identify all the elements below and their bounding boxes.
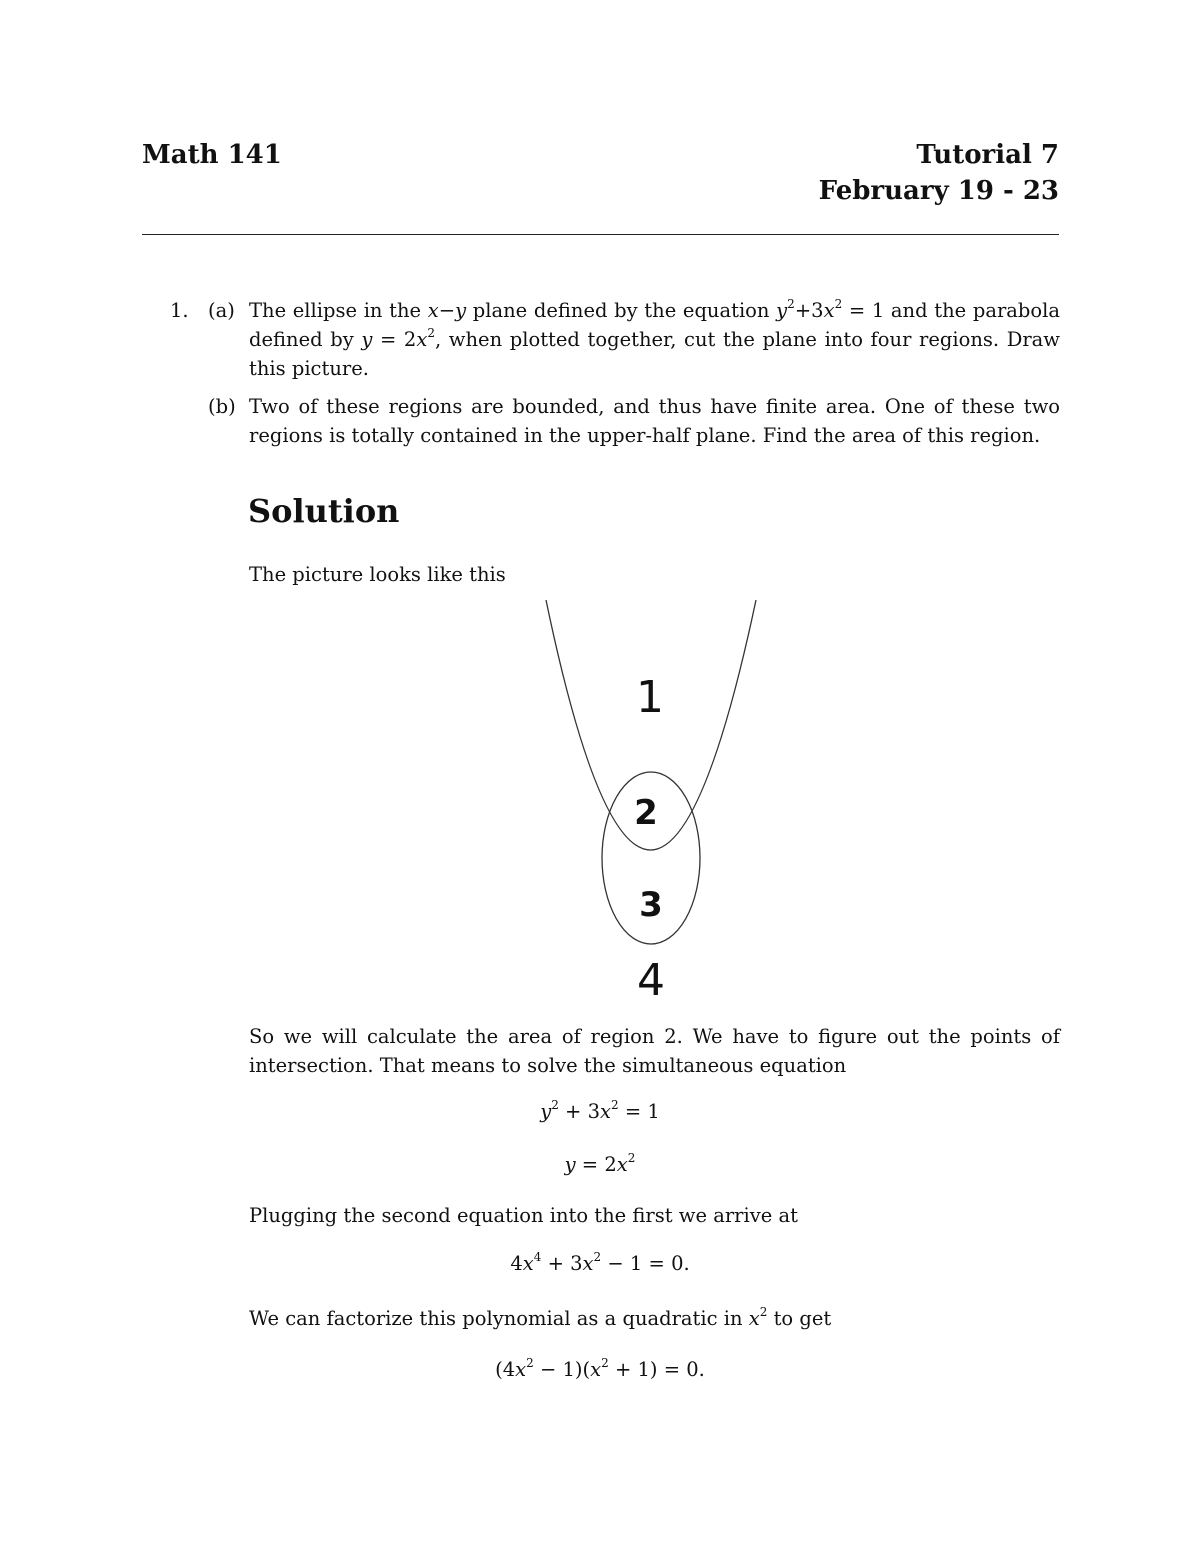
header-rule: [142, 234, 1059, 235]
para-3: We can factorize this polynomial as a quadratic in $x^2$ to get: [249, 1305, 832, 1330]
solution-heading: Solution: [248, 492, 400, 530]
regions-figure: [520, 595, 780, 1005]
solution-intro: The picture looks like this: [249, 563, 506, 586]
region-label-4: 4: [637, 955, 665, 1005]
part-a-line-2: defined by $y = 2x^2$, when plotted together, cut the plane into four regions. Draw: [249, 326, 1060, 351]
region-label-2: 2: [634, 793, 658, 833]
part-a-line-3: this picture.: [249, 357, 369, 380]
part-a-line-1: The ellipse in the x−y plane defined by the equation $y^2+3x^2 = 1$ and the parabola: [249, 297, 1060, 322]
tutorial-dates: February 19 - 23: [818, 176, 1059, 206]
para-2: Plugging the second equation into the first we arrive at: [249, 1204, 798, 1227]
problem-number: 1.: [170, 299, 189, 322]
equation-factored: $(4x^2 - 1)(x^2 + 1) = 0$.: [495, 1356, 705, 1381]
tutorial-title: Tutorial 7: [916, 140, 1059, 170]
equation-ellipse: $y^2 + 3x^2 = 1$: [540, 1098, 660, 1123]
equation-quartic: $4x^4 + 3x^2 - 1 = 0$.: [510, 1250, 690, 1275]
part-a-label: (a): [208, 299, 235, 322]
equation-parabola: $y = 2x^2$: [564, 1151, 636, 1176]
part-b-line-1: Two of these regions are bounded, and thus have finite area. One of these two: [249, 395, 1060, 418]
para-1-line-1: So we will calculate the area of region 2. We have to figure out the points of: [249, 1025, 1060, 1048]
region-label-1: 1: [636, 672, 664, 723]
region-label-3: 3: [639, 885, 663, 925]
part-b-line-2: regions is totally contained in the upper-half plane. Find the area of this region.: [249, 424, 1041, 447]
part-b-label: (b): [208, 395, 236, 418]
para-1-line-2: intersection. That means to solve the simultaneous equation: [249, 1054, 847, 1077]
course-title: Math 141: [142, 140, 282, 170]
